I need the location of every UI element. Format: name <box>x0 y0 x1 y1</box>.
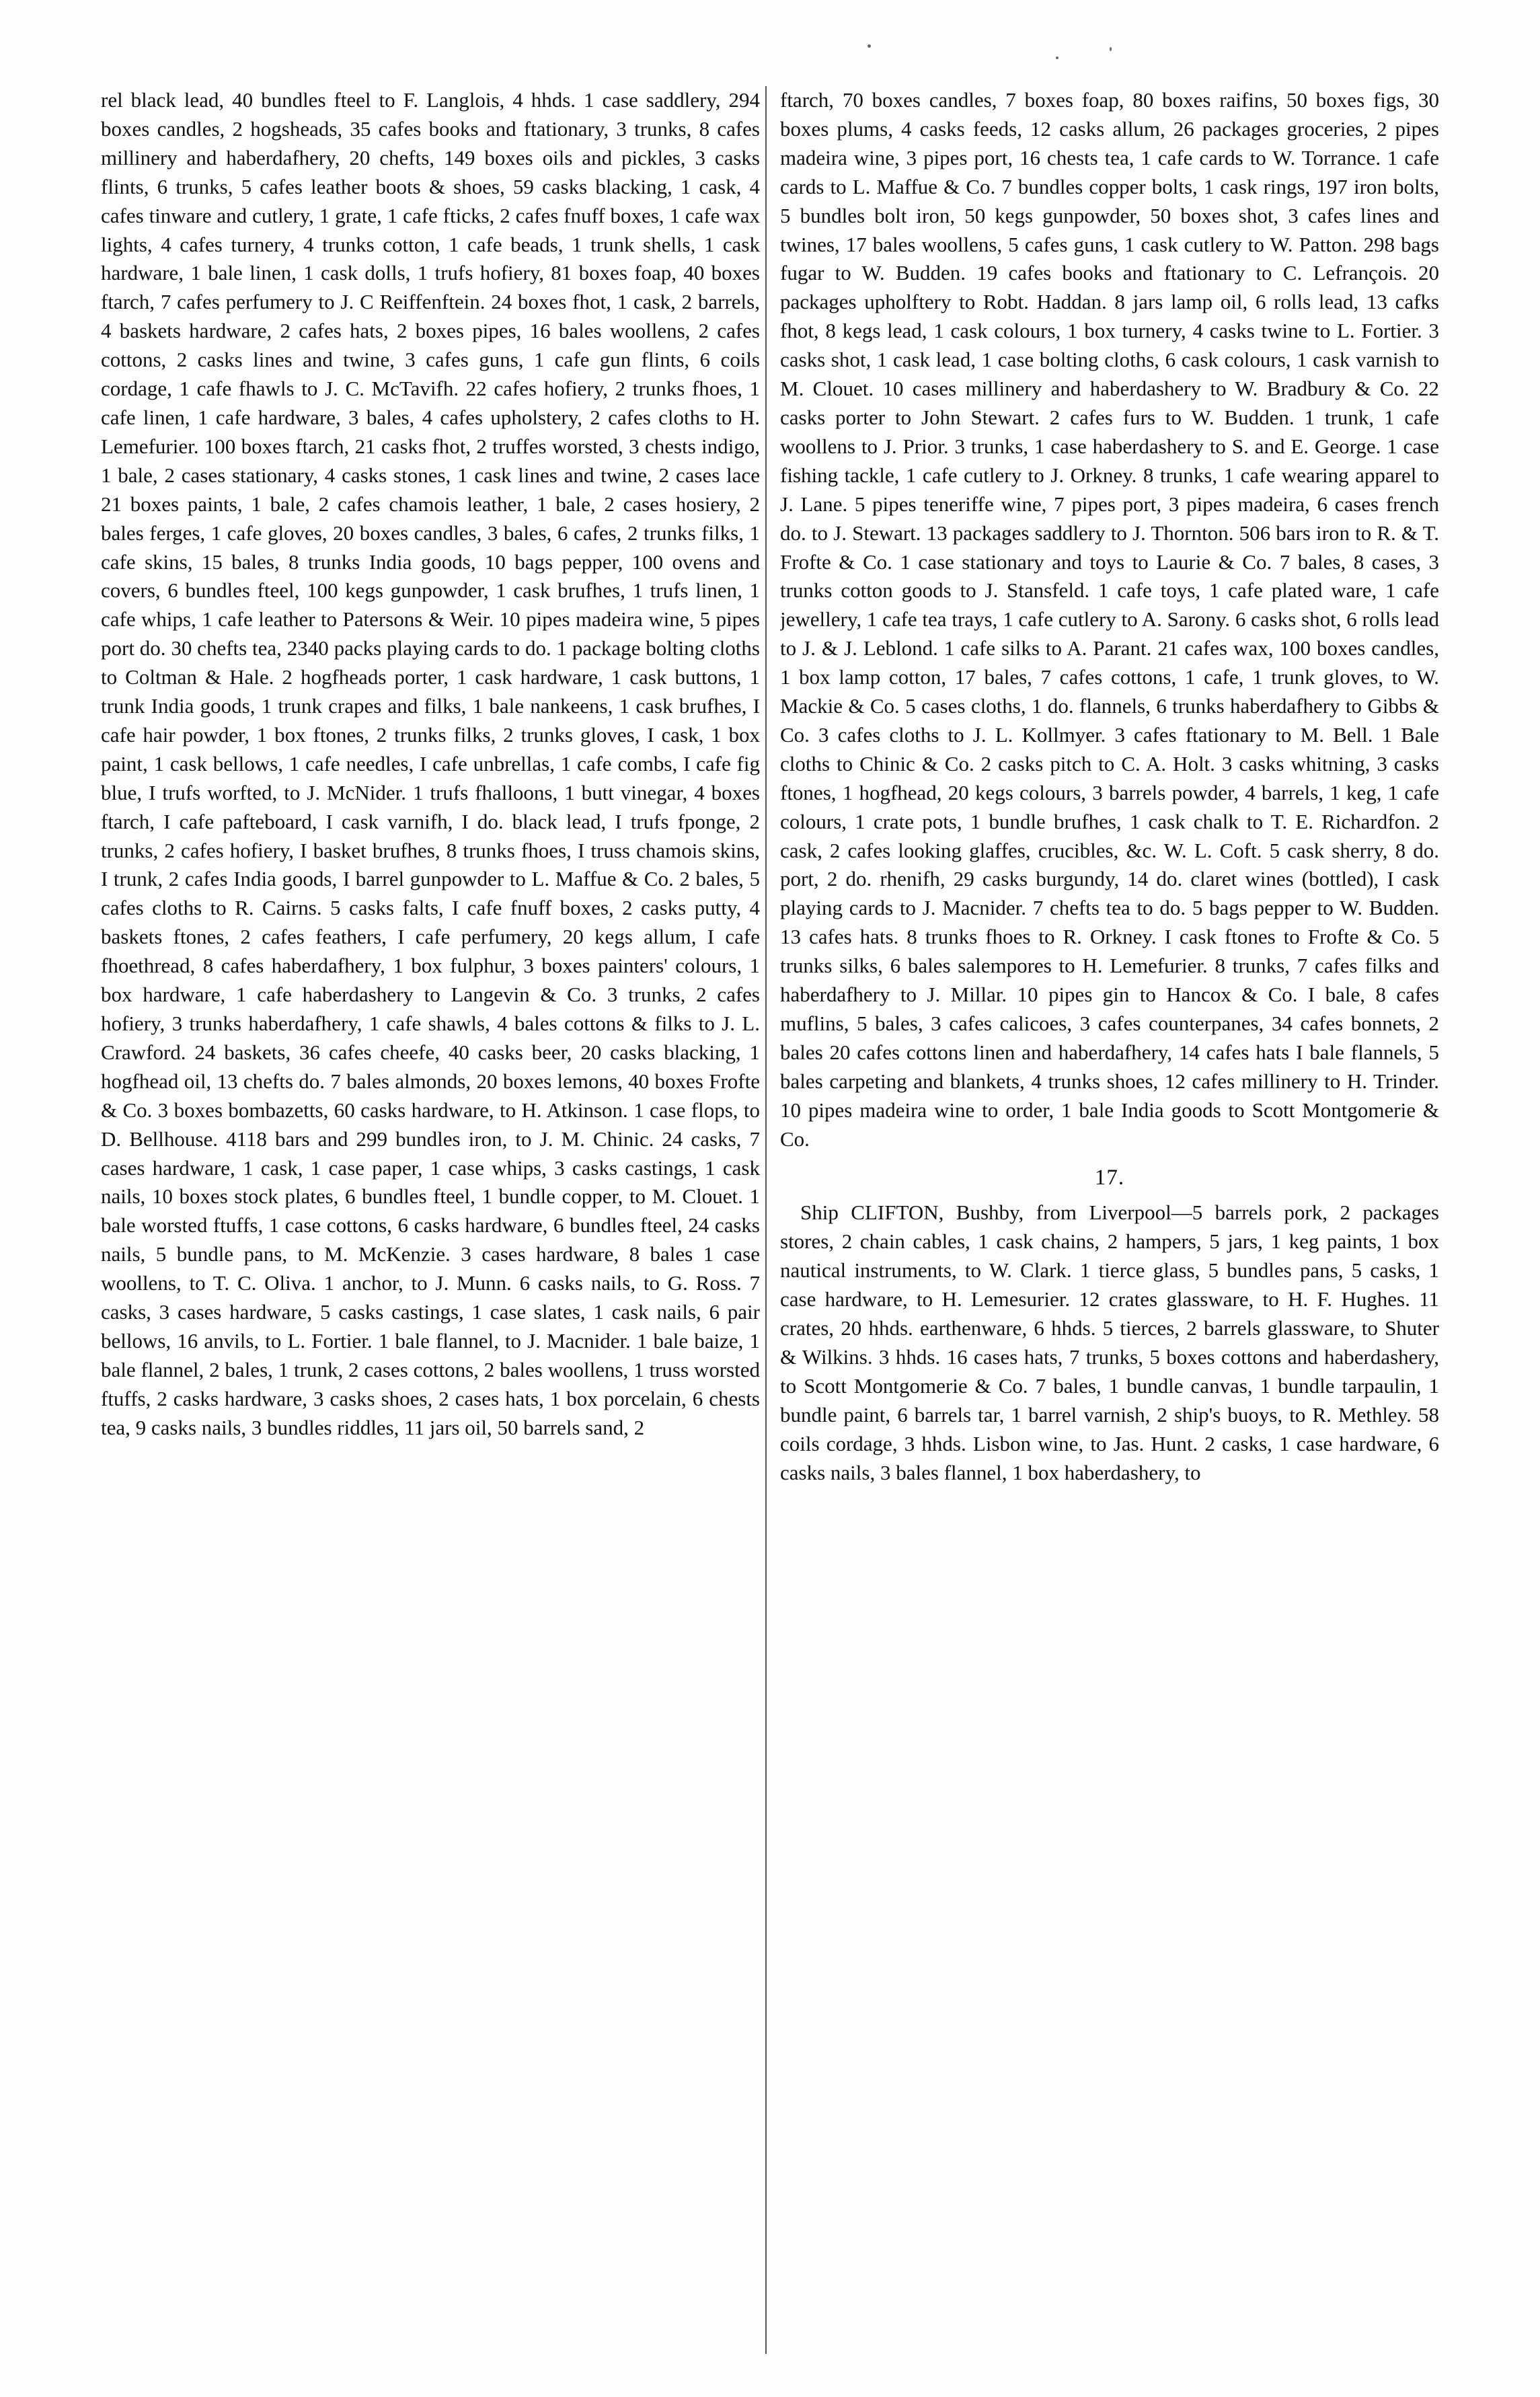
right-column <box>780 86 1439 2354</box>
entry-number: 17. <box>1094 1165 1125 1190</box>
column-divider <box>765 86 767 2354</box>
print-specks <box>814 40 1150 67</box>
ship-entry-paragraph: Ship CLIFTON, Bushby, from Liverpool—5 barrels pork, 2 packages stores, 2 chain cables, 1 cask chains, 2 hampers, 5 jars, 1 keg paints, 1 box nautical instruments, to W. Clark. 1 tierce glass, 5 bundles pans, 5 casks, 1 case hardware, to H. Lemesurier. 12 crates glassware, to H. F. Hughes. 11 crates, 20 hhds. earthenware, 6 hhds. 5 tierces, 2 barrels glassware, to Shuter & Wilkins. 3 hhds. 16 cases hats, 7 trunks, 5 boxes cottons and haberdashery, to Scott Montgomerie & Co. 7 bales, 1 bundle canvas, 1 bundle tarpaulin, 1 bundle paint, 6 barrels tar, 1 barrel varnish, 2 ship's buoys, to R. Methley. 58 coils cordage, 3 hhds. Lisbon wine, to Jas. Hunt. 2 casks, 1 case hardware, 6 casks nails, 3 bales flannel, 1 box haberdashery, to <box>780 1201 1439 1484</box>
left-paragraph: rel black lead, 40 bundles fteel to F. Langlois, 4 hhds. 1 case saddlery, 294 boxes candles, 2 hogsheads, 35 cafes books and ftationary, 3 trunks, 8 cafes millinery and haberdafhery, 20 chefts, 149 boxes oils and pickles, 3 casks flints, 6 trunks, 5 cafes leather boots & shoes, 59 casks blacking, 1 cask, 4 cafes tinware and cutlery, 1 grate, 1 cafe fticks, 2 cafes fnuff boxes, 1 cafe wax lights, 4 cafes turnery, 4 trunks cotton, 1 cafe beads, 1 trunk shells, 1 cask hardware, 1 bale linen, 1 cask dolls, 1 trufs hofiery, 81 boxes foap, 40 boxes ftarch, 7 cafes perfumery to J. C Reiffenftein. 24 boxes fhot, 1 cask, 2 barrels, 4 baskets hardware, 2 cafes hats, 2 boxes pipes, 16 bales woollens, 2 cafes cottons, 2 casks lines and twine, 3 cafes guns, 1 cafe gun flints, 6 coils cordage, 1 cafe fhawls to J. C. McTavifh. 22 cafes hofiery, 2 trunks fhoes, 1 cafe linen, 1 cafe hardware, 3 bales, 4 cafes upholstery, 2 cafes cloths to H. Lemefurier. 100 boxes ftarch, 21 casks fhot, 2 truffes worsted, 3 chests indigo, 1 bale, 2 cases stationary, 4 casks stones, 1 cask lines and twine, 2 cases lace 21 boxes paints, 1 bale, 2 cafes chamois leather, 1 bale, 2 cases hosiery, 2 bales ferges, 1 cafe gloves, 20 boxes candles, 3 bales, 6 cafes, 2 trunks filks, 1 cafe skins, 15 bales, 8 trunks India goods, 10 bags pepper, 100 ovens and covers, 6 bundles fteel, 100 kegs gunpowder, 1 cask brufhes, 1 trufs linen, 1 cafe whips, 1 cafe leather to Patersons & Weir. 10 pipes madeira wine, 5 pipes port do. 30 chefts tea, 2340 packs playing cards to do. 1 package bolting cloths to Coltman & Hale. 2 hogfheads porter, 1 cask hardware, 1 cask buttons, 1 trunk India goods, 1 trunk crapes and filks, 1 bale nankeens, 1 cask brufhes, I cafe hair powder, 1 box ftones, 2 trunks filks, 2 trunks gloves, I cask, 1 box paint, 1 cask bellows, 1 cafe needles, I cafe unbrellas, 1 cafe combs, I cafe fig blue, I trufs worfted, to J. McNider. 1 trufs fhalloons, 1 butt vinegar, 4 boxes ftarch, I cafe pafteboard, I cask varnifh, I do. black lead, I trufs fponge, 2 trunks, 2 cafes hofiery, I basket brufhes, 8 trunks fhoes, I truss chamois skins, I trunk, 2 cafes India goods, I barrel gunpowder to L. Maffue & Co. 2 bales, 5 cafes cloths to R. Cairns. 5 casks falts, I cafe fnuff boxes, 2 casks putty, 4 baskets ftones, 2 cafes feathers, I cafe perfumery, 20 kegs allum, I cafe fhoethread, 8 cafes haberdafhery, 1 box fulphur, 3 boxes painters' colours, 1 box hardware, 1 cafe haberdashery to Langevin & Co. 3 trunks, 2 cafes hofiery, 3 trunks haberdafhery, 1 cafe shawls, 4 bales cottons & filks to J. L. Crawford. 24 baskets, 36 cafes cheefe, 40 casks beer, 20 casks blacking, 1 hogfhead oil, 13 chefts do. 7 bales almonds, 20 boxes lemons, 40 boxes Frofte & Co. 3 boxes bombazetts, 60 casks hardware, to H. Atkinson. 1 case flops, to D. Bellhouse. 4118 bars and 299 bundles iron, to J. M. Chinic. 24 casks, 7 cases hardware, 1 cask, 1 case paper, 1 case whips, 3 casks castings, 1 cask nails, 10 boxes stock plates, 6 bundles fteel, 1 bundle copper, to M. Clouet. 1 bale worsted ftuffs, 1 case cottons, 6 casks hardware, 6 bundles fteel, 24 casks nails, 5 bundle pans, to M. McKenzie. 3 cases hardware, 8 bales 1 case woollens, to T. C. Oliva. 1 anchor, to J. Munn. 6 casks nails, to G. Ross. 7 casks, 3 cases hardware, 5 casks castings, 1 case slates, 1 cask nails, 6 pair bellows, 16 anvils, to L. Fortier. 1 bale flannel, to J. Macnider. 1 bale baize, 1 bale flannel, 2 bales, 1 trunk, 2 cases cottons, 2 bales woollens, 1 truss worsted ftuffs, 2 casks hardware, 3 casks shoes, 2 cases hats, 1 box porcelain, 6 chests tea, 9 casks nails, 3 bundles riddles, 11 jars oil, 50 barrels sand, 2 <box>101 88 760 1439</box>
left-column <box>101 86 760 2354</box>
right-paragraph: ftarch, 70 boxes candles, 7 boxes foap, 80 boxes raifins, 50 boxes figs, 30 boxes plums, 4 casks feeds, 12 casks allum, 26 packages groceries, 2 pipes madeira wine, 3 pipes port, 16 chests tea, 1 cafe cards to W. Torrance. 1 cafe cards to L. Maffue & Co. 7 bundles copper bolts, 1 cask rings, 197 iron bolts, 5 bundles bolt iron, 50 kegs gunpowder, 50 boxes shot, 3 cafes lines and twines, 17 bales woollens, 5 cafes guns, 1 cask cutlery to W. Patton. 298 bags fugar to W. Budden. 19 cafes books and ftationary to C. Lefrançois. 20 packages upholftery to Robt. Haddan. 8 jars lamp oil, 6 rolls lead, 13 cafks fhot, 8 kegs lead, 1 cask colours, 1 box turnery, 4 casks twine to L. Fortier. 3 casks shot, 1 cask lead, 1 case bolting cloths, 6 cask colours, 1 cask varnish to M. Clouet. 10 cases millinery and haberdashery to W. Bradbury & Co. 22 casks porter to John Stewart. 2 cafes furs to W. Budden. 1 trunk, 1 cafe woollens to J. Prior. 3 trunks, 1 case haberdashery to S. and E. George. 1 case fishing tackle, 1 cafe cutlery to J. Orkney. 8 trunks, 1 cafe wearing apparel to J. Lane. 5 pipes teneriffe wine, 7 pipes port, 3 pipes madeira, 6 cases french do. to J. Stewart. 13 packages saddlery to J. Thornton. 506 bars iron to R. & T. Frofte & Co. 1 case stationary and toys to Laurie & Co. 7 bales, 8 cases, 3 trunks cotton goods to J. Stansfeld. 1 cafe toys, 1 cafe plated ware, 1 cafe jewellery, 1 cafe tea trays, 1 cafe cutlery to A. Sarony. 6 casks shot, 6 rolls lead to J. & J. Leblond. 1 cafe silks to A. Parant. 21 cafes wax, 100 boxes candles, 1 box lamp cotton, 17 bales, 7 cafes cottons, 1 cafe, 1 trunk gloves, to W. Mackie & Co. 5 cases cloths, 1 do. flannels, 6 trunks haberdafhery to Gibbs & Co. 3 cafes cloths to J. L. Kollmyer. 3 cafes ftationary to M. Bell. 1 Bale cloths to Chinic & Co. 2 casks pitch to C. A. Holt. 3 casks whitning, 3 casks ftones, 1 hogfhead, 20 kegs colours, 3 barrels powder, 4 barrels, 1 keg, 1 cafe colours, 1 crate pots, 1 bundle brufhes, 1 cask chalk to T. E. Richardfon. 2 cask, 2 cafes looking glaffes, crucibles, &c. W. L. Coft. 5 cask sherry, 8 do. port, 2 do. rhenifh, 29 casks burgundy, 14 do. claret wines (bottled), I cask playing cards to J. Macnider. 7 chefts tea to do. 5 bags pepper to W. Budden. 13 cafes hats. 8 trunks fhoes to R. Orkney. I cask ftones to Frofte & Co. 5 trunks silks, 6 bales salempores to H. Lemefurier. 8 trunks, 7 cafes filks and haberdafhery to J. Millar. 10 pipes gin to Hancox & Co. I bale, 8 cafes muflins, 5 bales, 3 cafes calicoes, 3 cafes counterpanes, 34 cafes bonnets, 2 bales 20 cafes cottons linen and haberdafhery, 14 cafes hats I bale flannels, 5 bales carpeting and blankets, 4 trunks shoes, 12 cafes millinery to H. Trinder. 10 pipes madeira wine to order, 1 bale India goods to Scott Montgomerie & Co. <box>780 88 1439 1151</box>
